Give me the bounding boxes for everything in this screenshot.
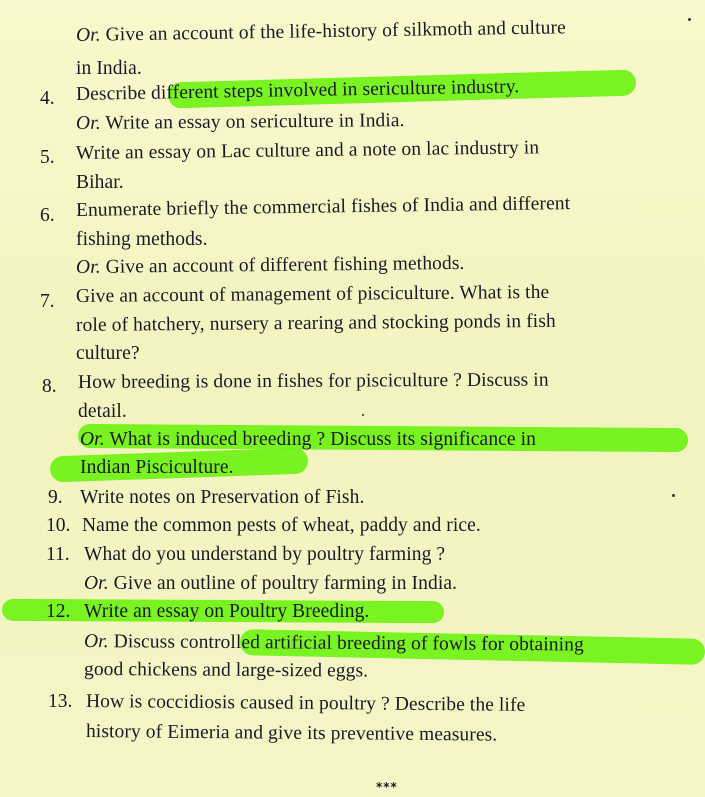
question-text: How breeding is done in fishes for pisciculture ? Discuss in (77, 369, 549, 393)
or-label: Or. (75, 256, 101, 278)
text-line (76, 136, 539, 166)
question-number: 6. (40, 205, 55, 226)
text-line (76, 16, 566, 48)
question-text: Give an outline of poultry farming in India. (113, 573, 458, 594)
end-mark: *** (376, 780, 398, 794)
question-number: 9. (48, 487, 63, 508)
question-text: Indian Pisciculture. (80, 457, 234, 478)
question-text: Name the common pests of wheat, paddy and rice. (82, 515, 481, 536)
or-label: Or. (75, 112, 101, 134)
question-text: fishing methods. (76, 229, 208, 250)
or-label: Or. (84, 573, 109, 594)
speck (672, 494, 675, 497)
question-text: in India. (76, 58, 142, 79)
text-line (84, 572, 457, 596)
question-text: What do you understand by poultry farming ? (84, 544, 446, 565)
text-line (84, 630, 584, 657)
text-line (76, 310, 556, 338)
or-label: Or. (83, 631, 109, 653)
text-line (76, 192, 571, 223)
question-text: Write notes on Preservation of Fish. (80, 487, 365, 508)
question-number: 5. (40, 147, 55, 168)
speck (688, 18, 691, 21)
or-label: Or. (80, 429, 105, 450)
text-line (76, 228, 208, 252)
question-number: 12. (46, 601, 71, 622)
text-line (78, 369, 549, 395)
question-text: What is induced breeding ? Discuss its significance in (109, 429, 537, 450)
question-text: Discuss controlled artificial breeding of fowls for obtaining (113, 631, 584, 656)
question-text: role of hatchery, nursery a rearing and stocking ponds in fish (75, 310, 556, 336)
text-line (78, 400, 127, 424)
text-line (86, 690, 526, 718)
text-line (86, 720, 498, 748)
text-line (76, 57, 142, 81)
question-number: 8. (42, 376, 57, 397)
text-line (80, 428, 536, 452)
question-text: Write an essay on Lac culture and a note on lac industry in (75, 137, 540, 164)
text-line (84, 600, 369, 624)
text-line (76, 171, 124, 195)
question-text: Give an account of different fishing methods. (105, 252, 465, 278)
text-line (84, 543, 445, 567)
speck (362, 414, 364, 416)
text-line (76, 75, 520, 107)
question-number: 11. (46, 544, 70, 565)
or-label: Or. (75, 24, 101, 46)
text-line (76, 109, 405, 136)
text-line (76, 281, 549, 309)
question-text: Write an essay on Poultry Breeding. (84, 601, 370, 622)
text-line (80, 486, 364, 510)
text-line (84, 658, 368, 683)
question-text: Give an account of management of pisciculture. What is the (75, 281, 550, 307)
question-text: history of Eimeria and give its preventive measures. (85, 721, 498, 746)
text-line (76, 252, 465, 280)
question-number: 4. (40, 88, 55, 109)
question-text: Describe different steps involved in sericulture industry. (75, 76, 520, 105)
question-text: Enumerate briefly the commercial fishes of India and different (75, 193, 571, 221)
question-number: 7. (40, 291, 55, 312)
question-text: culture? (76, 343, 140, 364)
question-number: 13. (48, 691, 73, 712)
question-text: Bihar. (76, 172, 124, 193)
text-line (80, 456, 234, 480)
question-text: Write an essay on sericulture in India. (105, 110, 405, 134)
text-line (76, 342, 140, 366)
question-text: How is coccidiosis caused in poultry ? Describe the life (85, 691, 526, 716)
text-line (82, 514, 481, 538)
question-text: detail. (78, 401, 127, 422)
question-text: good chickens and large-sized eggs. (83, 659, 369, 682)
question-number: 10. (46, 515, 71, 536)
question-text: Give an account of the life-history of silkmoth and culture (105, 17, 567, 46)
